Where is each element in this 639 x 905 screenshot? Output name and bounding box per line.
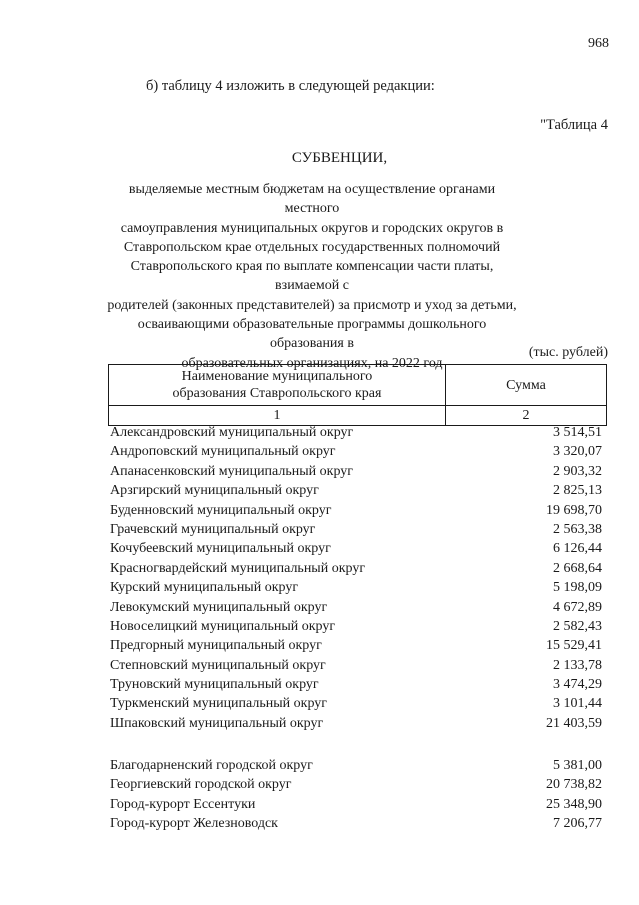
intro-text: б) таблицу 4 изложить в следующей редакции:	[146, 78, 435, 94]
row-sum: 7 206,77	[553, 816, 602, 832]
subtitle-line: Ставропольском крае отдельных государственных полномочий	[123, 239, 501, 255]
row-sum: 5 198,09	[553, 580, 602, 596]
subtitle-line: родителей (законных представителей) за присмотр и уход за детьми,	[107, 297, 517, 313]
header-name-line: Наименование муниципального	[181, 369, 373, 384]
row-sum: 19 698,70	[546, 502, 602, 518]
row-sum: 3 514,51	[553, 425, 602, 440]
row-name: Арзгирский муниципальный округ	[110, 483, 319, 499]
row-name: Курский муниципальный округ	[110, 580, 299, 596]
row-name: Благодарненский городской округ	[110, 758, 313, 773]
table-row	[110, 442, 602, 461]
table-row	[110, 775, 602, 794]
row-sum: 2 903,32	[553, 463, 602, 479]
document-title: СУБВЕНЦИИ,	[291, 150, 388, 166]
column-number-2: 2	[446, 406, 607, 426]
row-name: Предгорный муниципальный округ	[110, 638, 322, 654]
municipal-district-list	[110, 423, 602, 733]
table-row	[110, 559, 602, 578]
header-name-line: образования Ставропольского края	[172, 386, 382, 401]
row-name: Кочубеевский муниципальный округ	[110, 541, 331, 557]
row-name: Красногвардейский муниципальный округ	[110, 560, 366, 576]
row-sum: 2 133,78	[553, 657, 602, 673]
row-name: Труновский муниципальный округ	[110, 677, 319, 693]
subtitle-line: образовательных организациях, на 2022 год	[181, 355, 443, 371]
row-name: Андроповский муниципальный округ	[110, 444, 336, 460]
row-sum: 2 668,64	[553, 560, 602, 576]
table-row	[110, 598, 602, 617]
table-row	[110, 423, 602, 442]
row-name: Новоселицкий муниципальный округ	[110, 618, 336, 634]
row-sum: 2 563,38	[553, 521, 602, 537]
table-row	[110, 617, 602, 636]
table-row	[110, 481, 602, 500]
row-sum: 2 825,13	[553, 483, 602, 499]
table-row	[110, 756, 602, 775]
row-name: Город-курорт Ессентуки	[110, 796, 256, 812]
table-row	[110, 814, 602, 833]
row-name: Город-курорт Железноводск	[110, 816, 278, 832]
header-sum-cell: Сумма	[446, 365, 607, 406]
row-name: Шпаковский муниципальный округ	[110, 715, 324, 731]
column-number-1: 1	[109, 406, 446, 426]
table-row	[110, 578, 602, 597]
row-name: Буденновский муниципальный округ	[110, 502, 332, 518]
row-sum: 5 381,00	[553, 758, 602, 773]
subtitle-line: Ставропольского края по выплате компенсации части платы, взимаемой с	[130, 259, 494, 294]
row-name: Туркменский муниципальный округ	[110, 696, 327, 712]
table-row	[110, 501, 602, 520]
subtitle-line: самоуправления муниципальных округов и городских округов в	[120, 220, 504, 236]
table-row	[110, 462, 602, 481]
table-header	[108, 364, 607, 426]
page-number: 968	[588, 36, 609, 51]
row-sum: 15 529,41	[546, 638, 602, 654]
document-subtitle	[100, 180, 524, 373]
header-name-cell	[109, 365, 446, 406]
table-row	[110, 539, 602, 558]
table-row	[110, 694, 602, 713]
subtitle-line: выделяемые местным бюджетам на осуществление органами местного	[128, 182, 496, 217]
row-sum: 21 403,59	[546, 715, 602, 731]
row-sum: 3 474,29	[553, 677, 602, 693]
row-name: Георгиевский городской округ	[110, 777, 292, 793]
row-sum: 3 320,07	[553, 444, 602, 460]
subtitle-line: осваивающими образовательные программы дошкольного образования в	[137, 317, 487, 352]
row-sum: 20 738,82	[546, 777, 602, 793]
row-name: Апанасенковский муниципальный округ	[110, 463, 354, 479]
row-sum: 4 672,89	[553, 599, 602, 615]
units-label: (тыс. рублей)	[528, 345, 608, 360]
row-sum: 3 101,44	[553, 696, 602, 712]
table-row	[110, 795, 602, 814]
row-sum: 2 582,43	[553, 618, 602, 634]
row-name: Левокумский муниципальный округ	[110, 599, 328, 615]
table-row	[110, 714, 602, 733]
row-name: Александровский муниципальный округ	[110, 425, 354, 440]
table-reference: "Таблица 4	[540, 117, 608, 133]
row-name: Степновский муниципальный округ	[110, 657, 326, 673]
row-sum: 25 348,90	[546, 796, 602, 812]
table-row	[110, 520, 602, 539]
city-district-list	[110, 756, 602, 834]
row-name: Грачевский муниципальный округ	[110, 521, 316, 537]
row-sum: 6 126,44	[553, 541, 602, 557]
table-row	[110, 636, 602, 655]
table-row	[110, 656, 602, 675]
table-row	[110, 675, 602, 694]
